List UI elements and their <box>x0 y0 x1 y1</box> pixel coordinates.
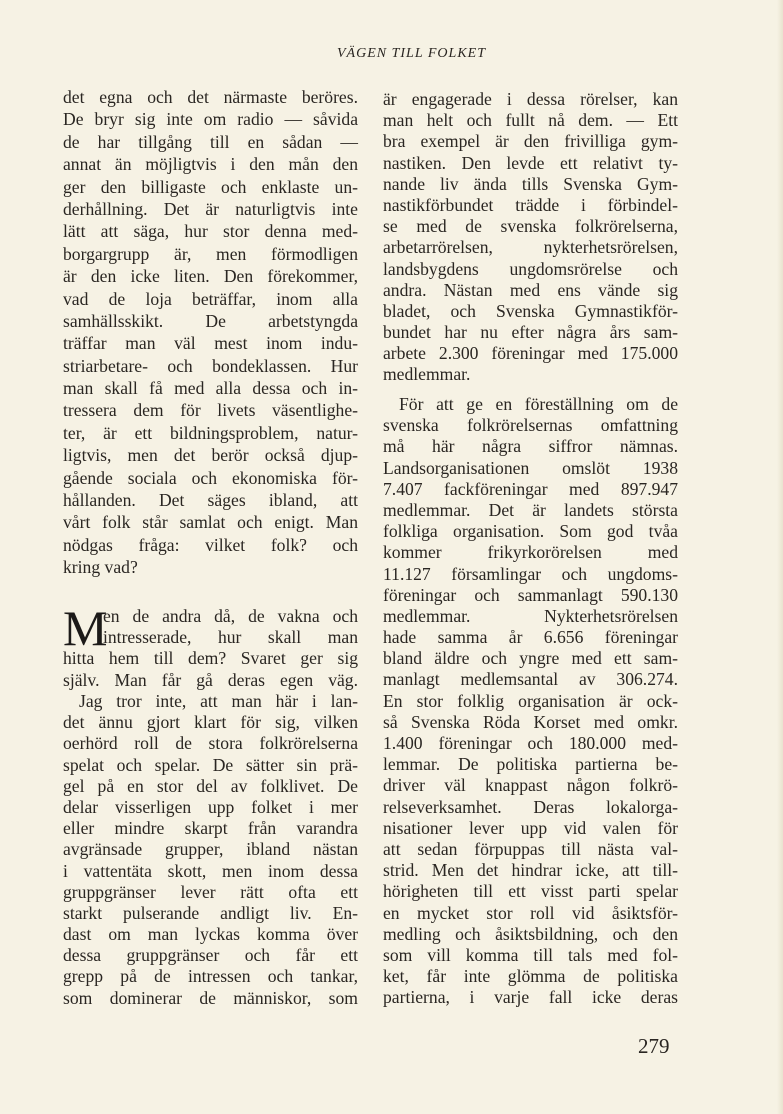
text-line: man skall få med alla dessa och in- <box>63 378 358 399</box>
text-line: lätt att säga, hur stor denna med- <box>63 221 358 242</box>
text-line: svenska folkrörelsernas omfattning <box>383 415 678 436</box>
text-line: ligtvis, men det berör också djup- <box>63 445 358 466</box>
text-line: En stor folklig organisation är ock- <box>383 690 678 711</box>
text-line: hörigheten till ett visst parti spelar <box>383 881 678 902</box>
text-line: eller mindre skarpt från varandra <box>63 818 358 839</box>
text-line: medling och åsiktsbildning, och den <box>383 923 678 944</box>
text-line: 7.407 fackföreningar med 897.947 <box>383 478 678 499</box>
text-line: det egna och det närmaste beröres. <box>63 87 358 107</box>
text-line: man helt och fullt nå dem. — Ett <box>383 110 678 131</box>
text-line: det ännu gjort klart för sig, vilken <box>63 712 358 733</box>
text-line: gel på en stor del av folklivet. De <box>63 775 358 796</box>
text-line: De bryr sig inte om radio — såvida <box>63 109 358 130</box>
text-line: medlemmar. <box>383 364 471 385</box>
text-line: samhällsskikt. De arbetstyngda <box>63 310 358 331</box>
text-line: dessa gruppgränser och får ett <box>63 945 358 966</box>
page-edge <box>777 0 783 1114</box>
text-line: partierna, i varje fall icke deras <box>383 987 678 1008</box>
text-line: bland äldre och yngre med ett sam- <box>383 648 678 669</box>
text-line: Landsorganisationen omslöt 1938 <box>383 457 678 478</box>
text-line: nisationer lever upp vid valen för <box>383 817 678 838</box>
text-line: så Svenska Röda Korset med omkr. <box>383 711 678 732</box>
text-line: en de andra då, de vakna och <box>103 606 358 626</box>
text-line: landsbygdens ungdomsrörelse och <box>383 258 678 279</box>
text-line: må här några siffror nämnas. <box>383 436 678 457</box>
text-line: ger den billigaste och enklaste un- <box>63 176 358 197</box>
text-line: gruppgränser lever rätt ofta ett <box>63 881 358 902</box>
text-line: kommer frikyrkorörelsen med <box>383 542 678 563</box>
right-column-paragraph-2 <box>383 394 678 1008</box>
text-line: ket, får inte glömma de politiska <box>383 966 678 987</box>
text-line: som vill komma till tals med fol- <box>383 944 678 965</box>
text-line: medlemmar. Nykterhetsrörelsen <box>383 605 678 626</box>
running-head: VÄGEN TILL FOLKET <box>337 46 486 61</box>
text-line: hitta hem till dem? Svaret ger sig <box>63 648 358 669</box>
text-line: nastiken. Den levde ett relativt ty- <box>383 152 678 173</box>
right-column-paragraph-1 <box>383 89 678 386</box>
text-line: dast om man lyckas komma över <box>63 924 358 945</box>
left-column-paragraph-1 <box>63 86 358 579</box>
text-line: att sedan förpuppas till nästa val- <box>383 838 678 859</box>
text-line: bladet, och Svenska Gymnastikför- <box>383 300 678 321</box>
drop-cap: M <box>63 600 108 656</box>
text-line: driver väl knappast någon folkrö- <box>383 775 678 796</box>
text-line: manlagt medlemsantal av 306.274. <box>383 669 678 690</box>
text-line: se med de svenska folkrörelserna, <box>383 216 678 237</box>
text-line: borgargrupp är, men förmodligen <box>63 243 358 264</box>
text-line: i vattentäta skott, men inom dessa <box>63 860 358 881</box>
text-line: relseverksamhet. Deras lokalorga- <box>383 796 678 817</box>
left-column-paragraph-3 <box>63 691 358 1009</box>
text-line: 11.127 församlingar och ungdoms- <box>383 563 678 584</box>
text-line: ter, är ett bildningsproblem, natur- <box>63 422 358 443</box>
text-line: folkliga organisation. Som god tvåa <box>383 521 678 542</box>
text-line: grepp på de intressen och tankar, <box>63 966 358 987</box>
text-line: avgränsade grupper, ibland nästan <box>63 839 358 860</box>
text-line: För att ge en föreställning om de <box>399 394 678 414</box>
text-line: striarbetare- och bondeklassen. Hur <box>63 355 358 376</box>
text-line: kring vad? <box>63 557 138 578</box>
text-line: träffar man väl mest inom indu- <box>63 333 358 354</box>
text-line: vad de loja beträffar, inom alla <box>63 288 358 309</box>
text-line: medlemmar. Det är landets största <box>383 499 678 520</box>
text-line: nastikförbundet trädde i förbindel- <box>383 194 678 215</box>
text-line: andra. Nästan med ens vände sig <box>383 279 678 300</box>
text-line: lemmar. De politiska partierna be- <box>383 754 678 775</box>
page-number: 279 <box>638 1034 670 1058</box>
text-line: annat än möjligtvis i den mån den <box>63 154 358 175</box>
text-line: är engagerade i dessa rörelser, kan <box>383 89 678 109</box>
text-line: bra exempel är den frivilliga gym- <box>383 131 678 152</box>
text-line: hade samma år 6.656 föreningar <box>383 627 678 648</box>
text-line: arbete 2.300 föreningar med 175.000 <box>383 343 678 364</box>
text-line: är den icke liten. Den förekommer, <box>63 266 358 287</box>
text-line: föreningar och sammanlagt 590.130 <box>383 584 678 605</box>
text-line: gående sociala och ekonomiska för- <box>63 467 358 488</box>
text-line: arbetarrörelsen, nykterhetsrörelsen, <box>383 237 678 258</box>
text-line: nande liv ända tills Svenska Gym- <box>383 173 678 194</box>
text-line: en mycket stor roll vid åsiktsför- <box>383 902 678 923</box>
text-line: delar visserligen upp folket i mer <box>63 796 358 817</box>
text-line: de har tillgång till en sådan — <box>63 131 358 152</box>
text-line: strid. Men det hindrar icke, att till- <box>383 860 678 881</box>
text-line: Jag tror inte, att man här i lan- <box>79 691 358 711</box>
text-line: tressera dem för livets väsentlighe- <box>63 400 358 421</box>
text-line: 1.400 föreningar och 180.000 med- <box>383 733 678 753</box>
text-line: hållanden. Det säges ibland, att <box>63 490 358 511</box>
text-line: derhållning. Det är naturligtvis inte <box>63 198 358 219</box>
text-line: vårt folk står samlat och enigt. Man <box>63 512 358 533</box>
text-line: spelat och spelar. De sätter sin prä- <box>63 754 358 775</box>
text-line: bundet har nu efter några års sam- <box>383 322 678 343</box>
text-line: själv. Man får gå deras egen väg. <box>63 669 358 690</box>
text-line: intresserade, hur skall man <box>103 627 358 648</box>
left-column-paragraph-2 <box>63 600 358 691</box>
text-line: som dominerar de människor, som <box>63 987 358 1008</box>
text-line: nödgas fråga: vilket folk? och <box>63 534 358 555</box>
text-line: starkt pulserande andligt liv. En- <box>63 902 358 923</box>
text-line: oerhörd roll de stora folkrörelserna <box>63 733 358 754</box>
